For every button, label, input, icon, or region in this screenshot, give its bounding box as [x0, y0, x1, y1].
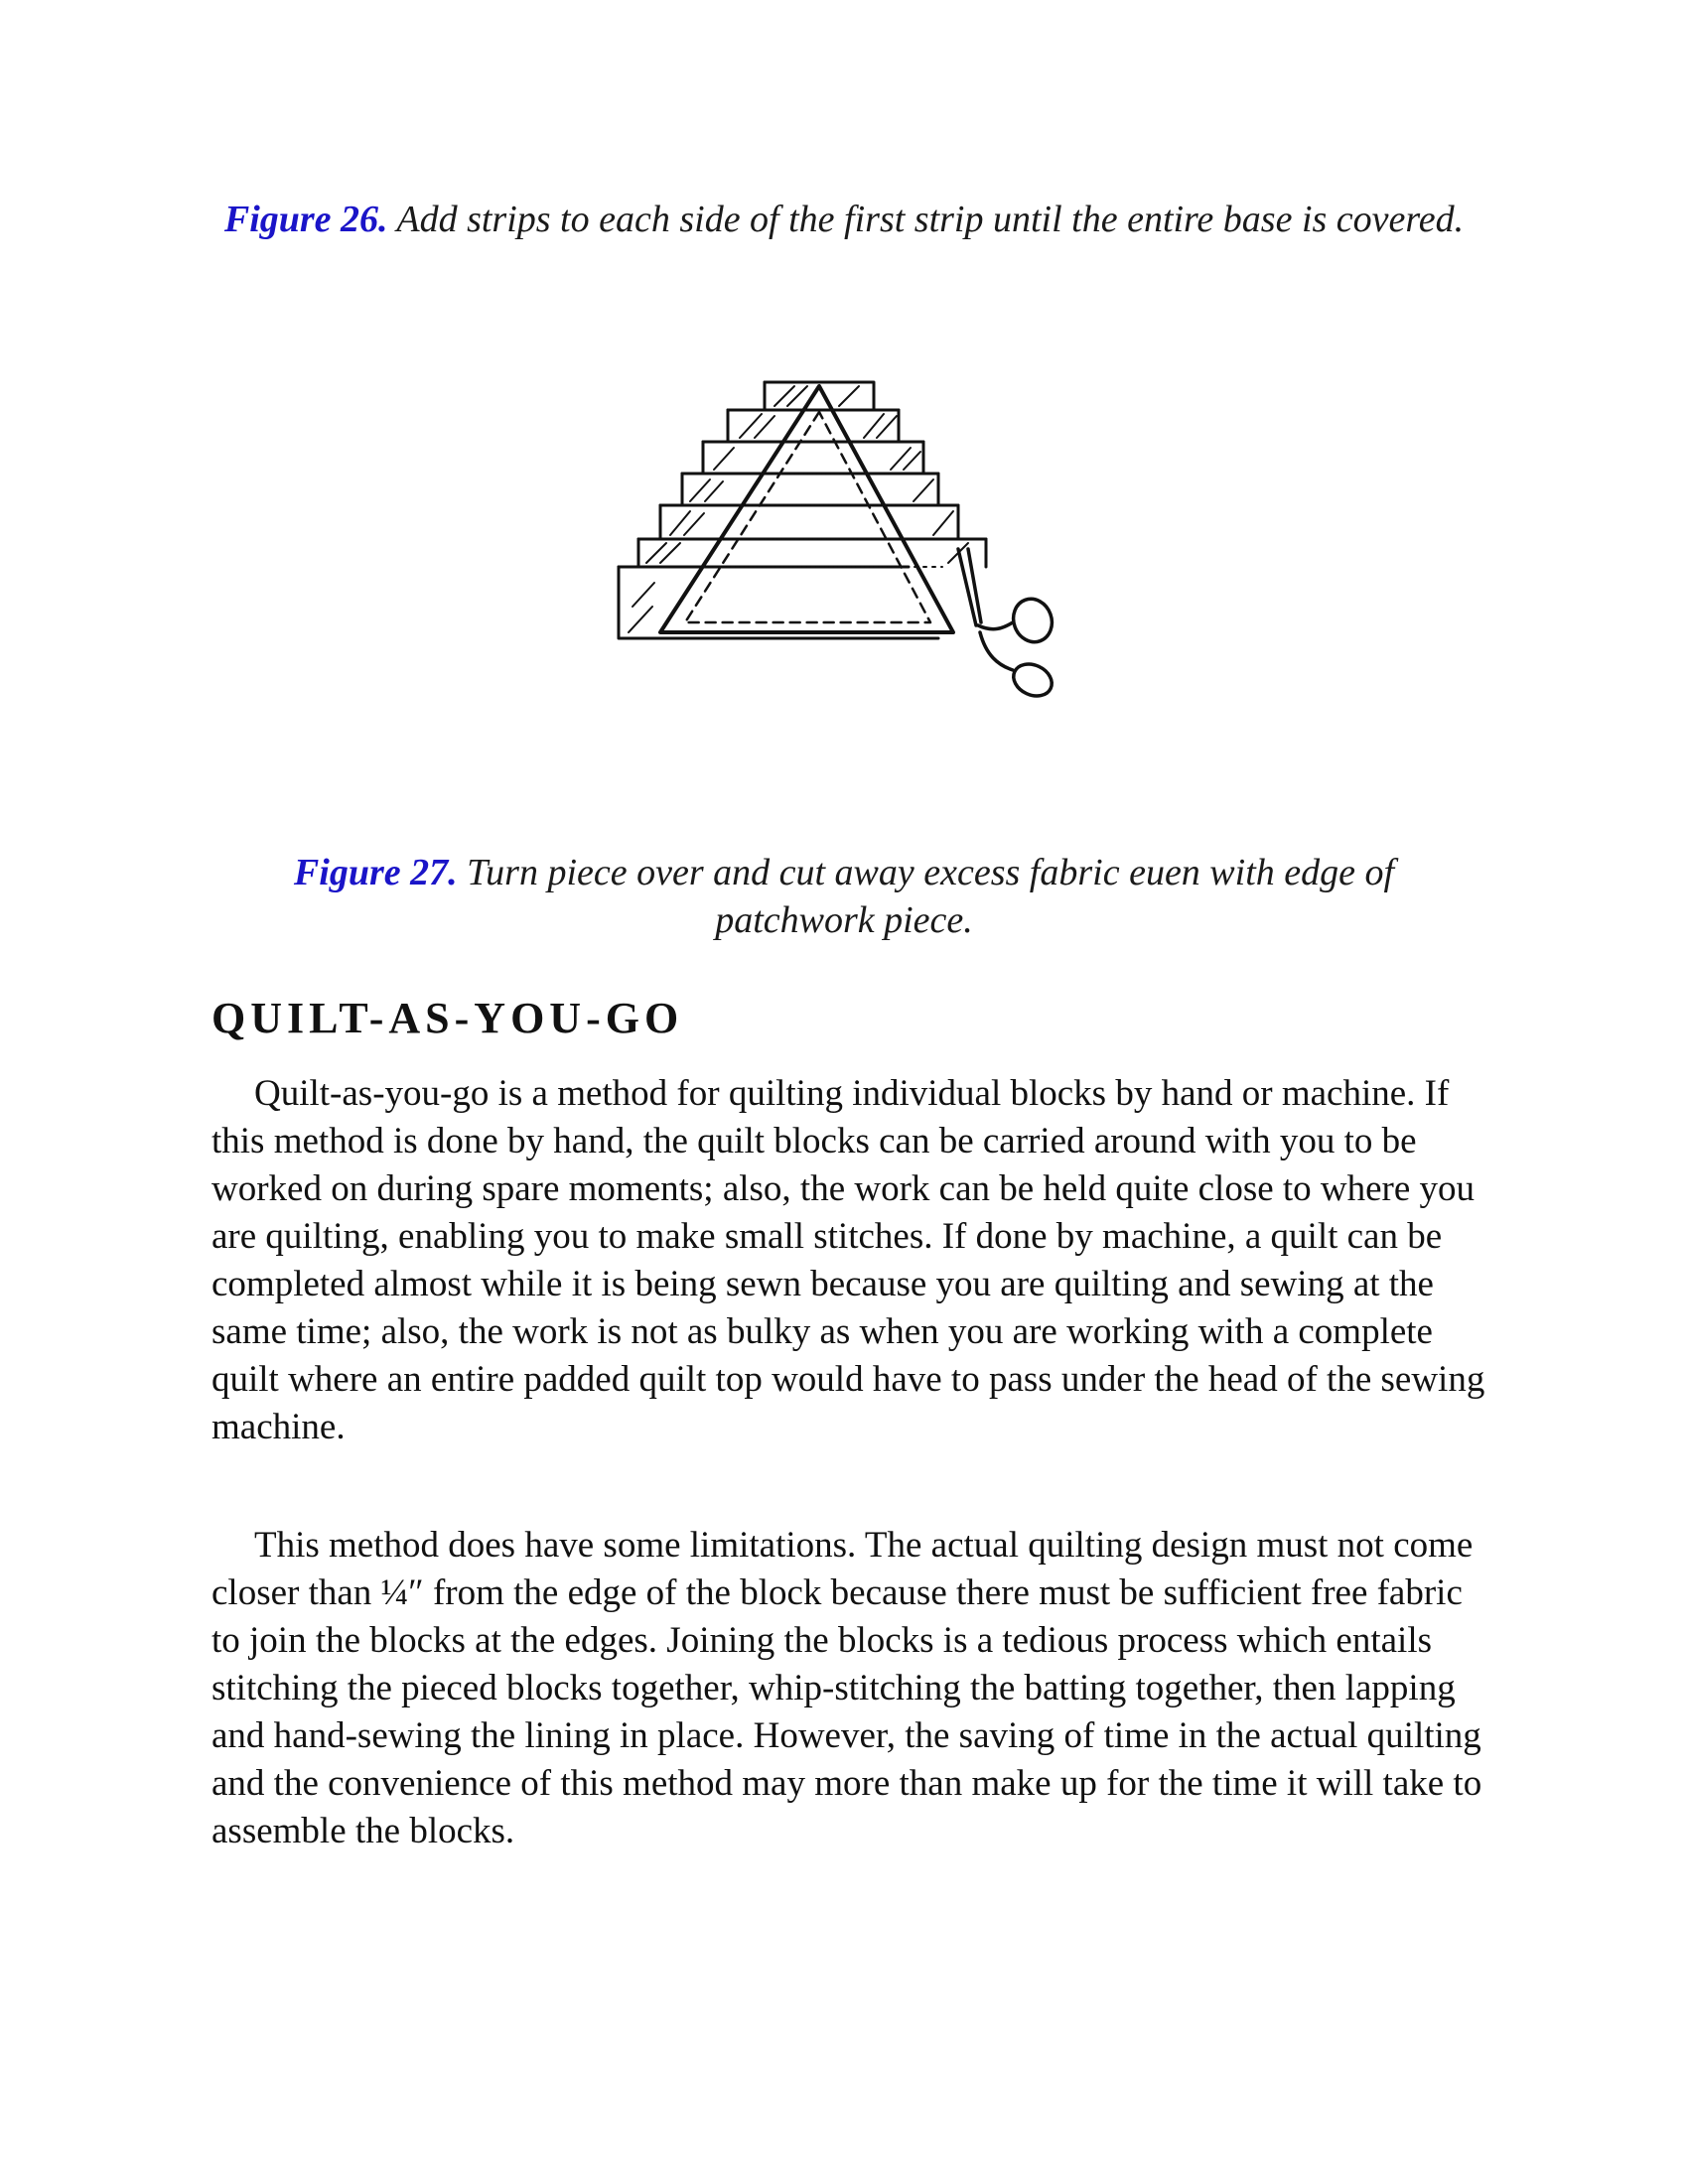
body-paragraph: Quilt-as-you-go is a method for quilting individual blocks by hand or machine. If this method is done by hand, the quilt blocks can be carried around with you to be worked on during spare moments; also, the work can be held quite close to where you are quilting, enabling you to make small stitches. If done by machine, a quilt can be completed almost while it is being sewn because you are quilting and sewing at the same time; also, the work is not as bulky as when you are working with a complete quilt where an entire padded quilt top would have to pass under the head of the sewing machine.	[211, 1073, 1485, 1447]
figure-27-caption-text: Turn piece over and cut away excess fabric euen with edge of patchwork piece.	[457, 852, 1395, 941]
body-paragraph: This method does have some limitations. The actual quilting design must not come closer than ¼″ from the edge of the block because there must be sufficient free fabric to join the blocks at the edges. Joining the blocks is a tedious process which entails stitching the pieced blocks together, whip-stitching the batting together, then lapping and hand-sewing the lining in place. However, the saving of time in the actual quilting and the convenience of this method may more than make up for the time it will take to assemble the blocks.	[211, 1525, 1482, 1851]
figure-27-caption	[211, 849, 1477, 944]
figure-26-caption-text: Add strips to each side of the first strip until the entire base is covered.	[387, 199, 1465, 240]
figure-26-link[interactable]: Figure 26.	[223, 199, 388, 240]
figure-26-caption	[211, 196, 1477, 243]
figure-27-link[interactable]: Figure 27.	[293, 852, 458, 893]
section-heading: QUILT-AS-YOU-GO	[211, 994, 684, 1042]
patchwork-scissors-illustration	[611, 372, 1067, 710]
